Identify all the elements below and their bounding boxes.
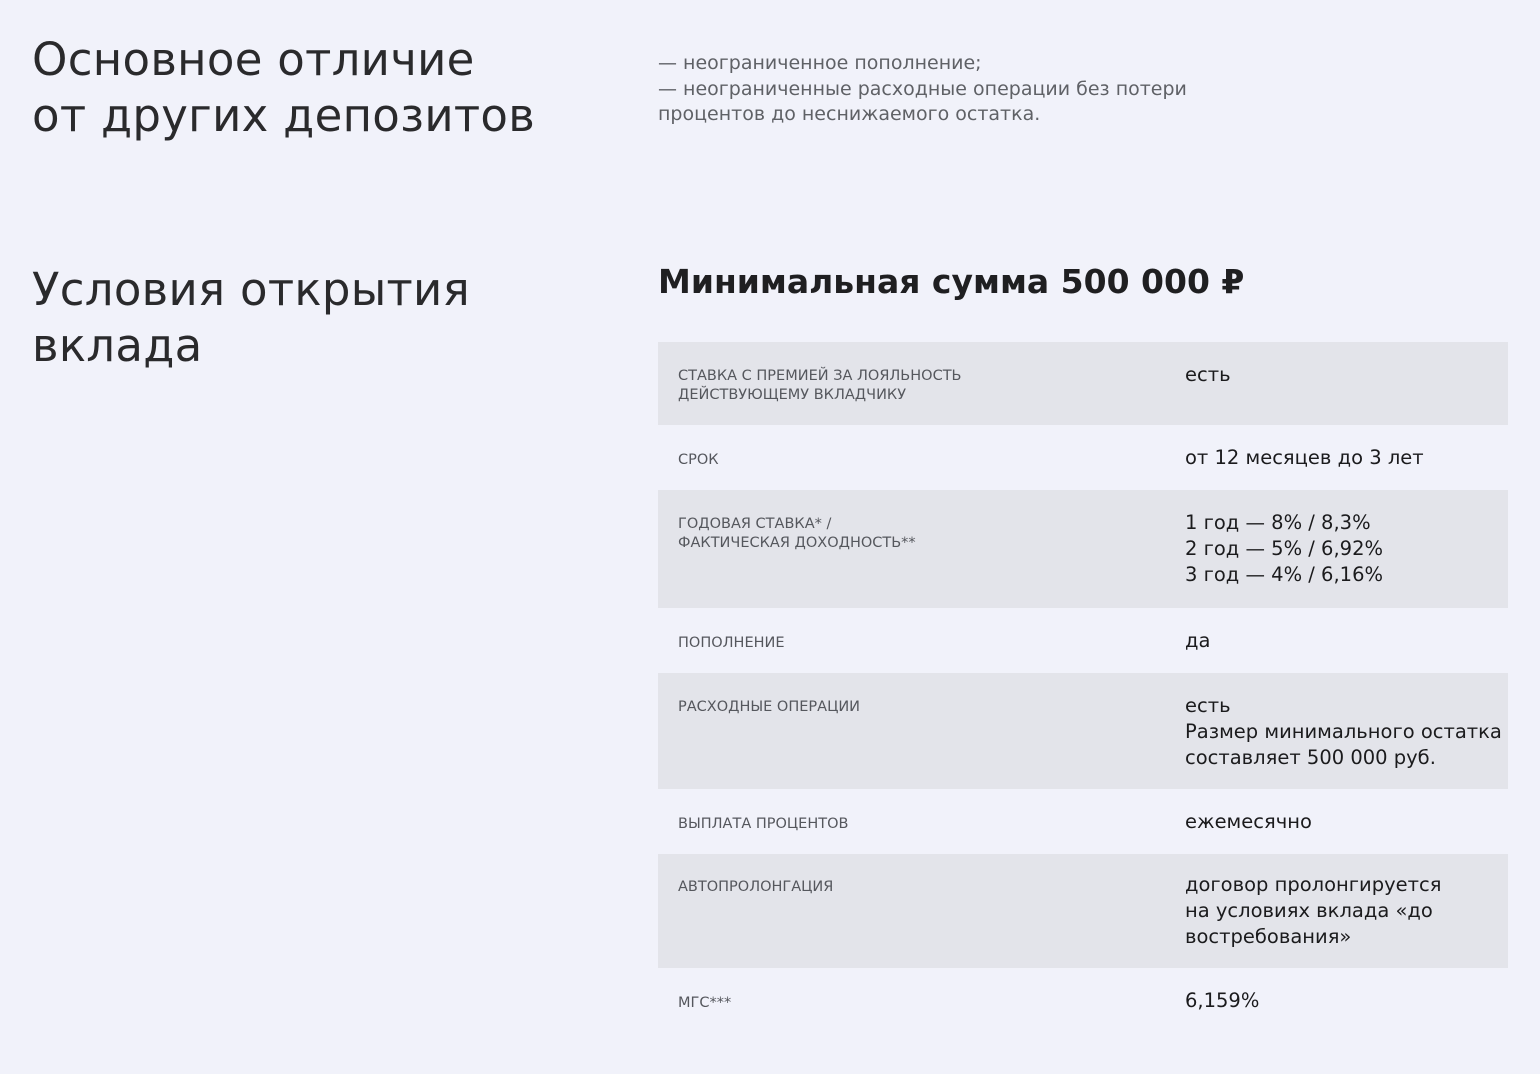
row-value (1185, 789, 1488, 854)
row-value-line: на условиях вклада «до (1185, 899, 1433, 922)
row-value-line: есть (1185, 694, 1231, 717)
row-value-line: составляет 500 000 руб. (1185, 746, 1436, 769)
row-label (678, 968, 1185, 1033)
row-value-line: ежемесячно (1185, 810, 1312, 833)
table-row-interest-payment (658, 789, 1508, 854)
table-row-annual-rate (658, 490, 1508, 608)
difference-heading-line-1: Основное отличие (32, 33, 475, 86)
conditions-table (658, 342, 1508, 1033)
row-label-line: ДЕЙСТВУЮЩЕМУ ВКЛАДЧИКУ (678, 387, 907, 403)
row-value-line: востребования» (1185, 925, 1352, 948)
table-row-term (658, 425, 1508, 490)
row-label (678, 789, 1185, 854)
row-label-line: СТАВКА С ПРЕМИЕЙ ЗА ЛОЯЛЬНОСТЬ (678, 368, 962, 384)
conditions-heading (32, 262, 592, 374)
row-label-line: МГС*** (678, 995, 732, 1011)
conditions-heading-line-2: вклада (32, 319, 203, 372)
row-value-line: от 12 месяцев до 3 лет (1185, 446, 1424, 469)
table-row-mgs (658, 968, 1508, 1033)
table-row-expense-operations (658, 673, 1508, 789)
row-value-line: Размер минимального остатка (1185, 720, 1502, 743)
row-value-line: есть (1185, 363, 1231, 386)
row-value (1185, 968, 1488, 1033)
row-value-line: 3 год — 4% / 6,16% (1185, 563, 1384, 586)
table-row-loyalty-rate (658, 342, 1508, 425)
feature-line: — неограниченные расходные операции без потери (658, 77, 1187, 100)
row-label (678, 854, 1185, 968)
feature-line: процентов до неснижаемого остатка. (658, 103, 1041, 125)
row-label-line: ГОДОВАЯ СТАВКА* / (678, 516, 832, 532)
row-label-line: СРОК (678, 452, 719, 468)
difference-heading (32, 32, 592, 144)
row-label-line: РАСХОДНЫЕ ОПЕРАЦИИ (678, 699, 861, 715)
feature-line: — неограниченное пополнение; (658, 52, 982, 74)
difference-heading-line-2: от других депозитов (32, 89, 536, 142)
row-value (1185, 342, 1488, 425)
row-label-line: ФАКТИЧЕСКАЯ ДОХОДНОСТЬ** (678, 535, 916, 551)
row-label-line: ВЫПЛАТА ПРОЦЕНТОВ (678, 816, 849, 832)
row-value-line: 2 год — 5% / 6,92% (1185, 537, 1384, 560)
table-row-auto-prolongation (658, 854, 1508, 968)
row-label-line: АВТОПРОЛОНГАЦИЯ (678, 879, 834, 895)
row-value (1185, 425, 1488, 490)
table-row-replenishment (658, 608, 1508, 673)
row-value-line: 6,159% (1185, 989, 1260, 1012)
row-value-line: договор пролонгируется (1185, 873, 1442, 896)
row-label (678, 673, 1185, 789)
row-label-line: ПОПОЛНЕНИЕ (678, 635, 785, 651)
row-value (1185, 673, 1502, 789)
row-value-line: 1 год — 8% / 8,3% (1185, 511, 1371, 534)
minimum-sum-title: Минимальная сумма 500 000 ₽ (658, 262, 1245, 301)
difference-features (658, 51, 1198, 128)
row-value-line: да (1185, 629, 1211, 652)
row-value (1185, 854, 1488, 968)
row-label (678, 425, 1185, 490)
row-label (678, 490, 1185, 608)
row-label (678, 608, 1185, 673)
row-label (678, 342, 1185, 425)
row-value (1185, 608, 1488, 673)
row-value (1185, 490, 1488, 608)
conditions-heading-line-1: Условия открытия (32, 263, 470, 316)
